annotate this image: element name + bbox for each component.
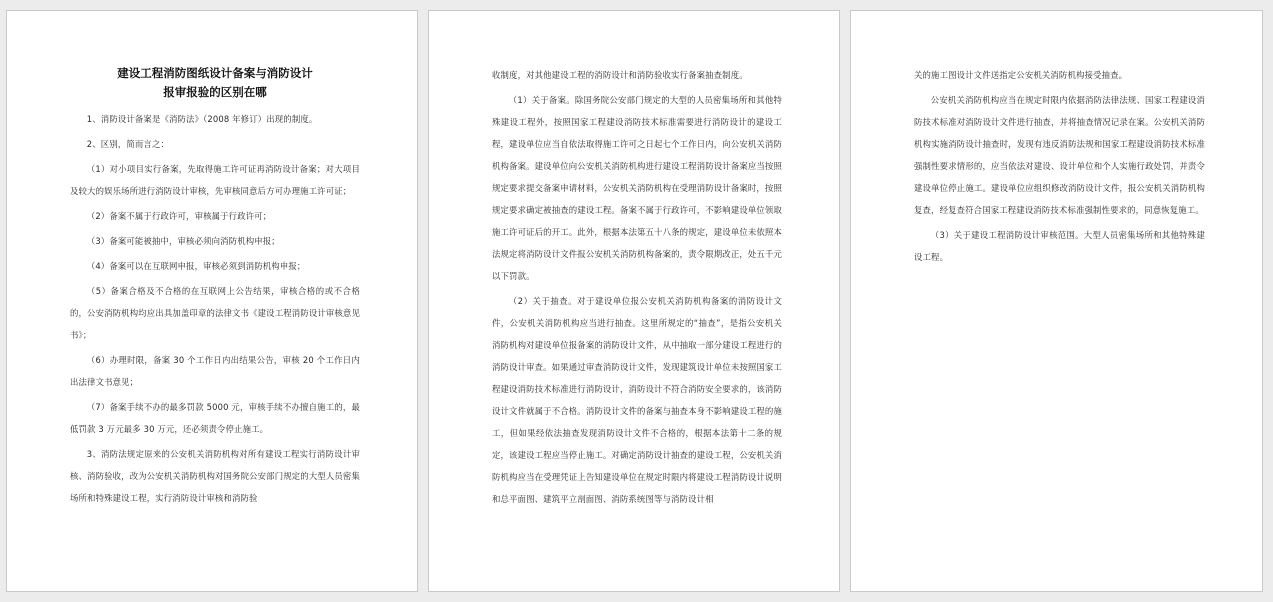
document-page-2 xyxy=(428,10,840,592)
page-2-content xyxy=(492,64,782,510)
title-line-2: 报审报验的区别在哪 xyxy=(163,85,267,99)
paragraph: （3）备案可能被抽中，审核必须向消防机构申报； xyxy=(86,236,280,246)
title-line-1: 建设工程消防图纸设计备案与消防设计 xyxy=(117,66,313,80)
paragraph: 2、区别，简而言之： xyxy=(86,139,169,149)
paragraph: （3）关于建设工程消防设计审核范围。大型人员密集场所和其他特殊建设工程。 xyxy=(914,230,1205,262)
paragraph: （7）备案手续不办的最多罚款 5000 元，审核手续不办擅自施工的，最低罚款 3 万元最多 30 万元，还必须责令停止施工。 xyxy=(70,402,360,434)
paragraph: （1）对小项目实行备案，先取得施工许可证再消防设计备案；对大项目及较大的娱乐场所进行消防设计审核，先审核同意后方可办理施工许可证； xyxy=(70,164,360,196)
document-page-3 xyxy=(850,10,1263,592)
paragraph: 1、消防设计备案是《消防法》（2008 年修订）出现的制度。 xyxy=(86,114,318,124)
page-1-content xyxy=(70,64,360,509)
document-title xyxy=(70,64,360,102)
paragraph: （5）备案合格及不合格的在互联网上公告结果，审核合格的或不合格的，公安消防机构均应出具加盖印章的法律文书《建设工程消防设计审核意见书》； xyxy=(70,286,360,340)
paragraph: （1）关于备案。除国务院公安部门规定的大型的人员密集场所和其他特殊建设工程外，按照国家工程建设消防技术标准需要进行消防设计的建设工程，建设单位应当自依法取得施工许可之日起七个工作日内，向公安机关消防机构备案。建设单位向公安机关消防机构进行建设工程消防设计备案应当按照规定要求提交备案申请材料，公安机关消防机构在受理消防设计备案时，按照规定要求确定被抽查的建设工程。备案不属于行政许可，不影响建设单位领取施工许可证后的开工。此外，根据本法第五十八条的规定，建设单位未依照本法规定将消防设计文件报公安机关消防机构备案的，责令限期改正，处五千元以下罚款。 xyxy=(492,95,782,281)
paragraph: （4）备案可以在互联网申报，审核必须到消防机构申报； xyxy=(86,261,306,271)
paragraph: （6）办理时限，备案 30 个工作日内出结果公告，审核 20 个工作日内出法律文书意见； xyxy=(70,355,360,387)
paragraph: 公安机关消防机构应当在规定时限内依据消防法律法规、国家工程建设消防技术标准对消防设计文件进行抽查，并将抽查情况记录在案。公安机关消防机构实施消防设计抽查时，发现有违反消防法规和国家工程建设消防技术标准强制性要求情形的，应当依法对建设、设计单位和个人实施行政处罚，并责令建设单位停止施工。建设单位应组织修改消防设计文件，报公安机关消防机构复查，经复查符合国家工程建设消防技术标准强制性要求的，同意恢复施工。 xyxy=(914,95,1205,215)
paragraph: （2）备案不属于行政许可，审核属于行政许可； xyxy=(86,211,272,221)
paragraph-continuation: 收制度，对其他建设工程的消防设计和消防验收实行备案抽查制度。 xyxy=(492,70,748,80)
document-page-1 xyxy=(6,10,418,592)
page-3-content xyxy=(914,64,1205,268)
paragraph: 3、消防法规定原来的公安机关消防机构对所有建设工程实行消防设计审核、消防验收，改为公安机关消防机构对国务院公安部门规定的大型人员密集场所和特殊建设工程，实行消防设计审核和消防验 xyxy=(70,449,360,503)
paragraph: （2）关于抽查。对于建设单位报公安机关消防机构备案的消防设计文件，公安机关消防机构应当进行抽查。这里所规定的“抽查”，是指公安机关消防机构对建设单位报备案的消防设计文件，从中抽取一部分建设工程进行的消防设计审查。如果通过审查消防设计文件，发现建筑设计单位未按照国家工程建设消防技术标准进行消防设计，消防设计不符合消防安全要求的，该消防设计文件就属于不合格。消防设计文件的备案与抽查本身不影响建设工程的施工，但如果经依法抽查发现消防设计文件不合格的，根据本法第十二条的规定，该建设工程应当停止施工。对确定消防设计抽查的建设工程，公安机关消防机构应当在受理凭证上告知建设单位在规定时限内将建设工程消防设计说明和总平面图、建筑平立剖面图、消防系统图等与消防设计相 xyxy=(492,296,782,504)
paragraph-continuation: 关的施工图设计文件送指定公安机关消防机构接受抽查。 xyxy=(914,70,1128,80)
